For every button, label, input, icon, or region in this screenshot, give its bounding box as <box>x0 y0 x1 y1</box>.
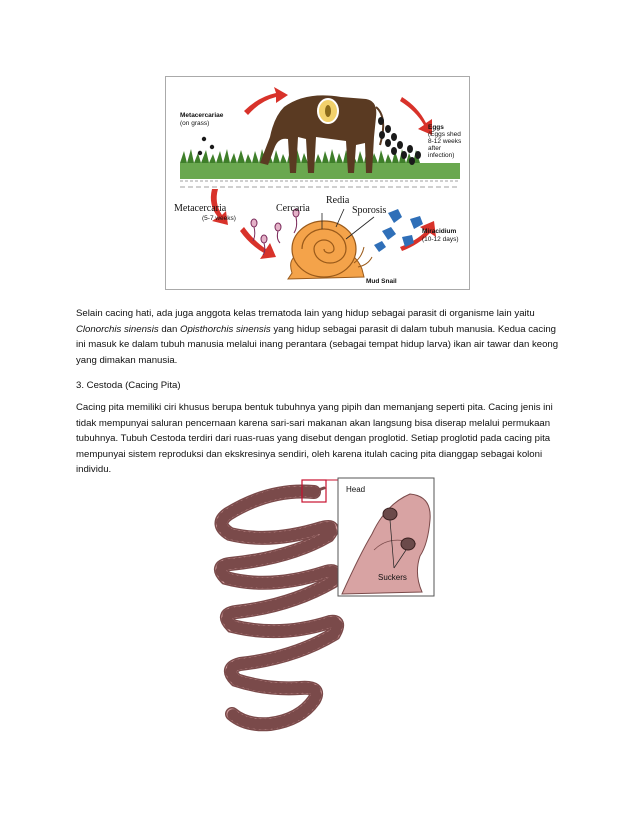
label-eggs-sub1: (Eggs shed <box>428 131 461 138</box>
paragraph-cestoda: Cacing pita memiliki ciri khusus berupa bentuk tubuhnya yang pipih dan memanjang seperti pita. Cacing jenis ini tidak mempunyai saluran pencernaan karena sari-sari makanan akan langsung bisa diserap melalui permukaan tubuhnya. Tubuh Cestoda terdiri dari ruas-ruas yang disebut dengan proglotid. Setiap proglotid pada cacing pita mempunyai sistem reproduksi dan ekskresinya sendiri, oleh karena itulah cacing pita dianggap sebagai koloni individu. <box>76 402 553 475</box>
label-metacercariae-grass: Metacercariae <box>180 112 224 119</box>
label-sporosis: Sporosis <box>352 205 387 216</box>
label-eggs-sub2: 8-12 weeks <box>428 138 462 145</box>
label-head: Head <box>346 485 366 494</box>
label-redia: Redia <box>326 195 350 206</box>
species-clonorchis: Clonorchis sinensis <box>76 323 159 335</box>
p1-text-1: Selain cacing hati, ada juga anggota kelas trematoda lain yang hidup sebagai parasit di organisme lain yaitu <box>76 308 535 319</box>
label-eggs: Eggs <box>428 124 444 131</box>
liver-fluke-lifecycle-figure <box>165 76 470 290</box>
tapeworm-body <box>221 488 337 724</box>
mud-snail <box>288 221 372 279</box>
p1-text-2: dan <box>158 323 180 335</box>
label-suckers: Suckers <box>378 573 407 582</box>
tapeworm-figure <box>210 474 436 740</box>
section-heading-cestoda: 3. Cestoda (Cacing Pita) <box>76 380 181 391</box>
label-cercaria: Cercaria <box>276 203 310 214</box>
label-eggs-sub4: infection) <box>428 152 455 159</box>
label-miracidium: Miracidium <box>422 228 457 235</box>
tapeworm-illustration <box>210 474 436 740</box>
paragraph-trematoda <box>76 306 568 368</box>
label-metacercariae-grass-sub: (on grass) <box>180 120 210 127</box>
label-metacercaria: Metacercaria <box>174 203 227 214</box>
label-mud-snail: Mud Snail <box>366 278 397 285</box>
sucker-upper <box>383 508 397 520</box>
label-miracidium-sub: (10-12 days) <box>422 236 459 243</box>
label-eggs-sub3: after <box>428 145 442 152</box>
species-opisthorchis: Opisthorchis sinensis <box>180 323 271 335</box>
scolex-inset <box>338 478 434 596</box>
label-metacercaria-sub: (5-7 weeks) <box>202 215 236 222</box>
lifecycle-illustration <box>166 77 471 291</box>
p1-text-3: yang hidup sebagai parasit di dalam tubuh manusia. Kedua cacing ini masuk ke dalam tubuh manusia melalui inang perantara (sebagai tempat hidup larva) ikan air tawar dan keong yang dimakan manusia. <box>76 323 559 366</box>
sucker-lower <box>401 538 415 550</box>
